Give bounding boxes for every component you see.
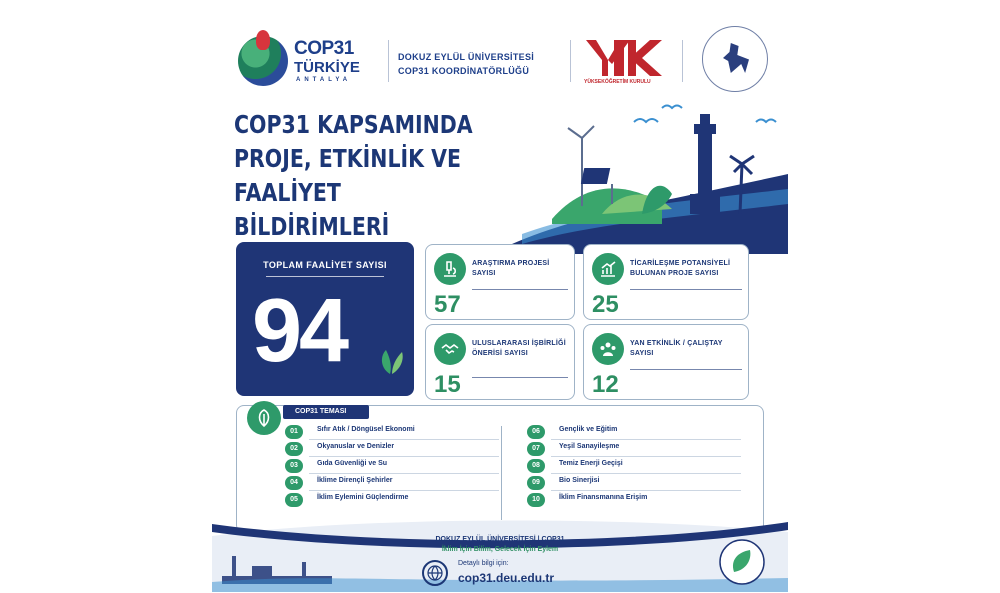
yok-caption: YÜKSEKÖĞRETİM KURULU [584,79,651,85]
theme-item: 07 Yeşil Sanayileşme [527,441,747,458]
header [212,16,788,104]
globe-icon [422,560,448,586]
university-name [398,50,534,78]
group-icon [592,333,624,365]
stat-card-commercial [583,244,749,320]
infographic-poster [212,16,788,592]
header-divider [682,40,683,82]
theme-item: 08 Temiz Enerji Geçişi [527,458,747,475]
header-divider [570,40,571,82]
university-seal-icon [702,26,768,92]
stat-card-international [425,324,575,400]
title-line3: FAALİYET BİLDİRİMLERİ [234,178,390,241]
website-link[interactable]: cop31.deu.edu.tr [458,571,555,585]
theme-item: 05 İklim Eylemini Güçlendirme [285,492,505,509]
theme-item: 04 İklime Dirençli Şehirler [285,475,505,492]
recycle-leaf-icon [247,401,281,435]
header-divider [388,40,389,82]
theme-item: 01 Sıfır Atık / Döngüsel Ekonomi [285,424,505,441]
info-label: Detaylı bilgi için: [458,560,509,567]
stat-label: ULUSLARARASI İŞBİRLİĞİ ÖNERİSİ SAYISI [472,340,566,357]
divider [501,426,502,520]
total-activity-box [236,242,414,396]
handshake-icon [434,333,466,365]
theme-item: 06 Gençlik ve Eğitim [527,424,747,441]
footer-slogan: İklim İçin Bilim, Gelecek İçin Eylem [441,546,559,553]
stat-label: ARAŞTIRMA PROJESİ SAYISI [472,260,550,277]
title-line1: COP31 KAPSAMINDA [234,110,473,139]
theme-item: 10 İklim Finansmanına Erişim [527,492,747,509]
city-landscape-illustration [512,94,788,254]
theme-item: 03 Gıda Güvenliği ve Su [285,458,505,475]
stat-card-events [583,324,749,400]
yok-logo-icon [584,38,666,78]
divider [472,289,568,290]
globe-tulip-icon [238,36,288,86]
cop31-logo [238,32,378,92]
cop-city: ANTALYA [296,77,352,83]
footer [212,516,788,592]
divider [266,276,384,277]
stat-value: 25 [592,291,619,318]
theme-item: 09 Bio Sinerjisi [527,475,747,492]
stat-label: YAN ETKİNLİK / ÇALIŞTAY SAYISI [630,340,723,357]
footer-info [422,560,592,588]
themes-heading: COP31 TEMASI [283,405,369,419]
university-line2: COP31 KOORDİNATÖRLÜĞÜ [398,66,530,76]
university-line1: DOKUZ EYLÜL ÜNİVERSİTESİ [398,52,535,62]
stat-label: TİCARİLEŞME POTANSİYELİ BULUNAN PROJE SAYISI [630,260,731,277]
stat-value: 12 [592,371,619,398]
cop-country: TÜRKİYE [294,59,360,76]
theme-item: 02 Okyanuslar ve Denizler [285,441,505,458]
themes-column-right [527,424,747,509]
themes-panel [236,405,764,533]
page-title [234,108,496,244]
divider [630,289,742,290]
stat-value: 15 [434,371,461,398]
themes-column-left [285,424,505,509]
growth-chart-icon [592,253,624,285]
divider [472,377,568,378]
divider [630,369,742,370]
stat-value: 57 [434,291,461,318]
stat-card-research [425,244,575,320]
leaf-icon [376,346,406,376]
title-line2: PROJE, ETKİNLİK VE [234,144,462,173]
footer-line1: DOKUZ EYLÜL ÜNİVERSİTESİ | COP31 [435,536,565,543]
microscope-icon [434,253,466,285]
cop-brand: COP31 [294,38,354,59]
total-label: TOPLAM FAALİYET SAYISI [263,260,387,270]
total-value: 94 [252,281,347,381]
